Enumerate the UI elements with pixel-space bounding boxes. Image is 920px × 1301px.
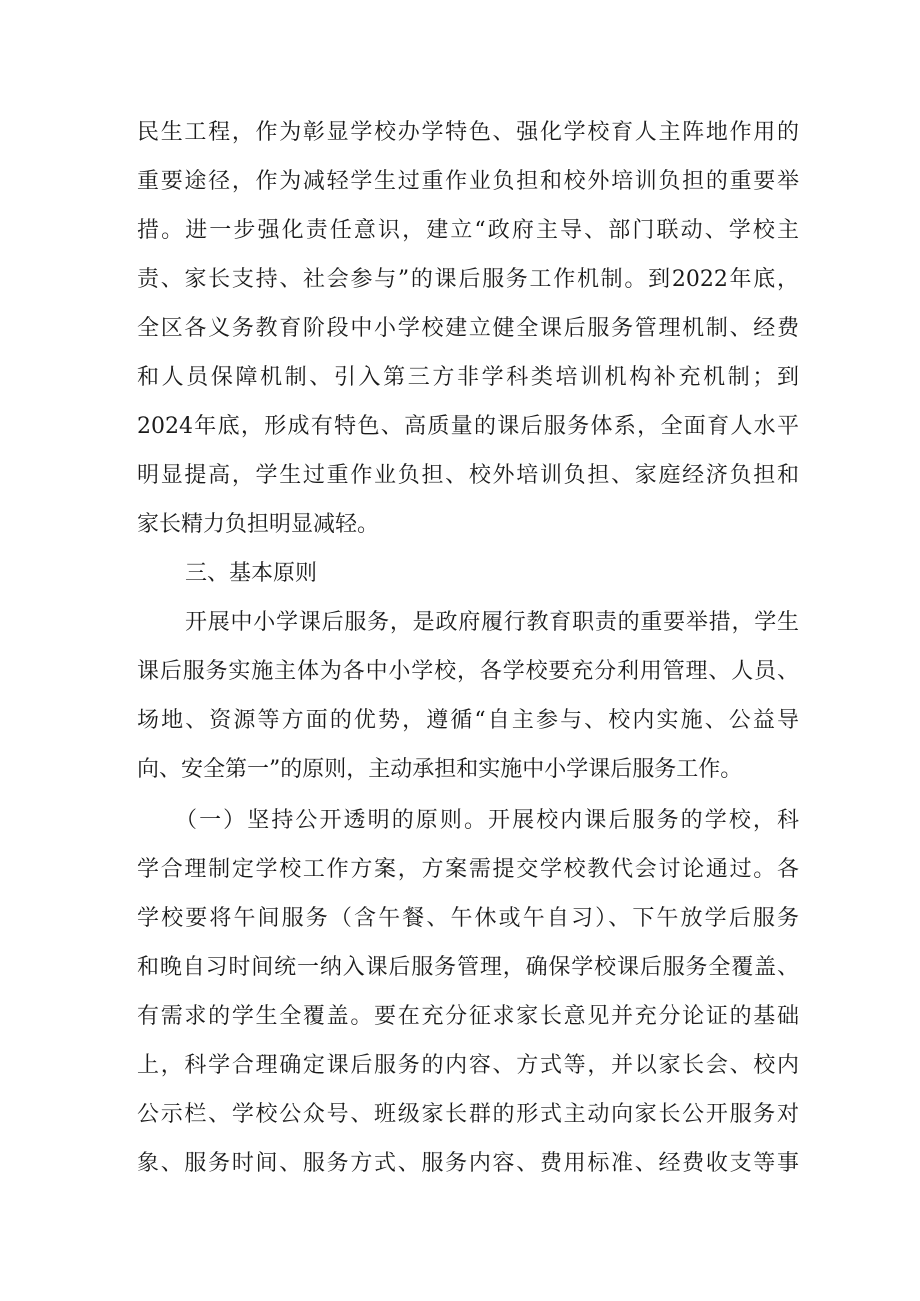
- paragraph-3-line-2: 学合理制定学校工作方案，方案需提交学校教代会讨论通过。各: [137, 857, 799, 882]
- paragraph-1-line-7: 2024年底，形成有特色、高质量的课后服务体系，全面育人水平: [137, 414, 799, 439]
- paragraph-1-line-6: 和人员保障机制、引入第三方非学科类培训机构补充机制；到: [137, 365, 799, 390]
- section-heading: 三、基本原则: [185, 561, 318, 586]
- paragraph-1-line-8: 明显提高，学生过重作业负担、校外培训负担、家庭经济负担和: [137, 463, 799, 488]
- paragraph-1-line-3: 措。进一步强化责任意识，建立“政府主导、部门联动、学校主: [137, 218, 799, 243]
- paragraph-3-line-5: 有需求的学生全覆盖。要在充分征求家长意见并充分论证的基础: [137, 1004, 799, 1029]
- paragraph-3-line-7: 公示栏、学校公众号、班级家长群的形式主动向家长公开服务对: [137, 1102, 799, 1127]
- paragraph-3-line-1: （一）坚持公开透明的原则。开展校内课后服务的学校，科: [175, 808, 799, 833]
- paragraph-2-line-4: 向、安全第一”的原则，主动承担和实施中小学课后服务工作。: [137, 757, 743, 782]
- paragraph-3-line-8: 象、服务时间、服务方式、服务内容、费用标准、经费收支等事: [137, 1151, 799, 1176]
- paragraph-2-line-2: 课后服务实施主体为各中小学校，各学校要充分利用管理、人员、: [137, 659, 799, 684]
- paragraph-3-line-6: 上，科学合理确定课后服务的内容、方式等，并以家长会、校内: [137, 1053, 799, 1078]
- paragraph-3-line-4: 和晚自习时间统一纳入课后服务管理，确保学校课后服务全覆盖、: [137, 955, 799, 980]
- paragraph-1-line-2: 重要途径，作为减轻学生过重作业负担和校外培训负担的重要举: [137, 169, 799, 194]
- paragraph-2-line-3: 场地、资源等方面的优势，遵循“自主参与、校内实施、公益导: [137, 708, 799, 733]
- paragraph-2-line-1: 开展中小学课后服务，是政府履行教育职责的重要举措，学生: [185, 610, 799, 635]
- paragraph-1-line-9: 家长精力负担明显减轻。: [137, 512, 380, 537]
- paragraph-3-line-3: 学校要将午间服务（含午餐、午休或午自习）、下午放学后服务: [137, 906, 799, 931]
- paragraph-1-line-1: 民生工程，作为彰显学校办学特色、强化学校育人主阵地作用的: [137, 120, 799, 145]
- paragraph-1-line-4: 责、家长支持、社会参与”的课后服务工作机制。到2022年底，: [137, 267, 799, 292]
- paragraph-1-line-5: 全区各义务教育阶段中小学校建立健全课后服务管理机制、经费: [137, 316, 799, 341]
